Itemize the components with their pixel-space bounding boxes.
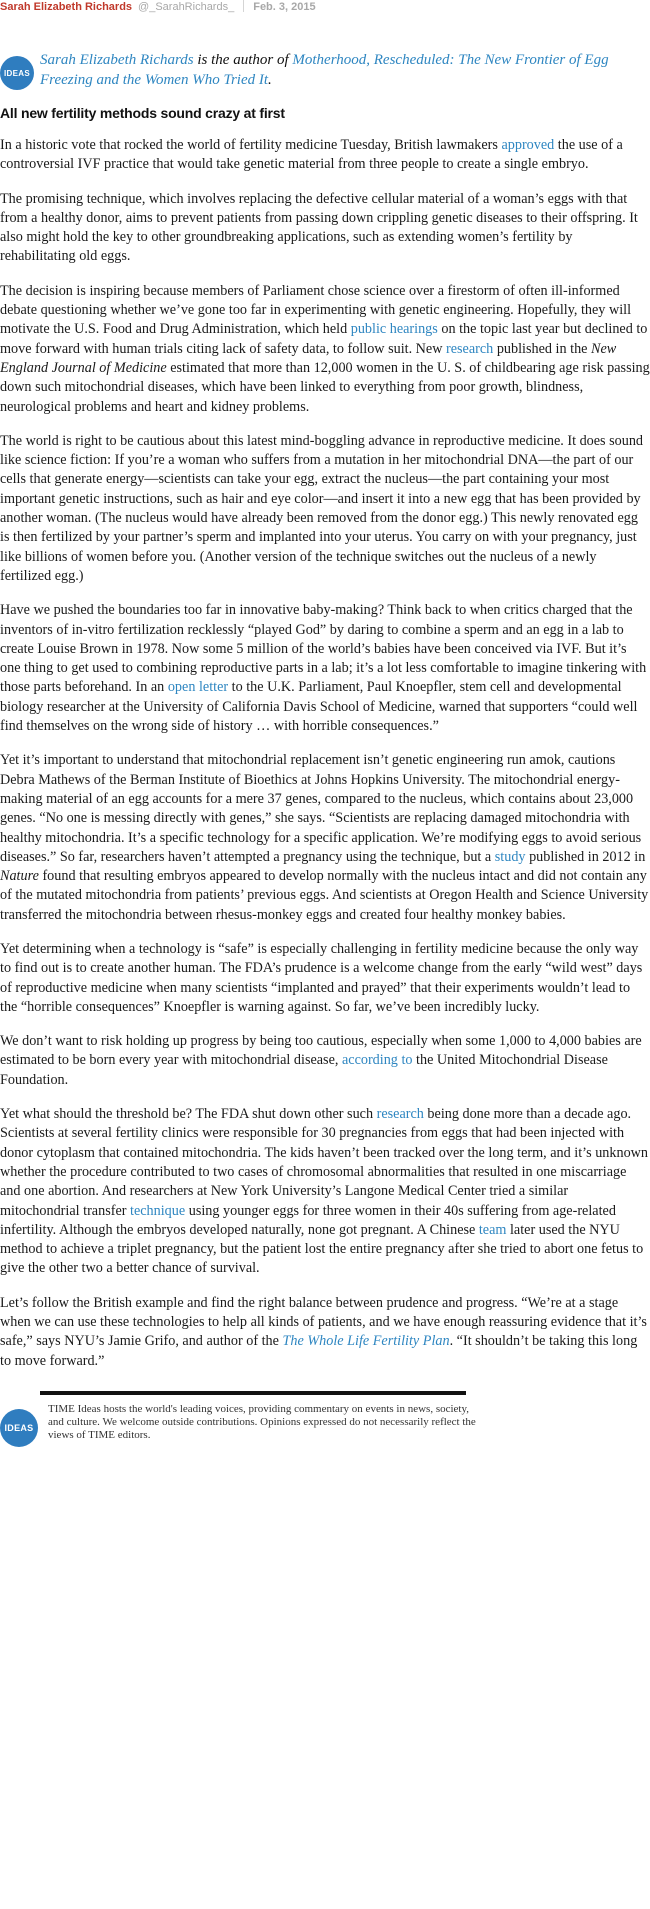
text-segment: published in the: [493, 340, 592, 357]
text-segment: the United Mitochondrial Disease Foundation.: [0, 1052, 608, 1088]
paragraph-6: [0, 751, 650, 925]
author-note-connector: is the author of: [193, 52, 293, 68]
according-to-link[interactable]: according to: [341, 1052, 413, 1069]
team-link[interactable]: team: [478, 1221, 507, 1238]
article-body: [0, 136, 650, 1371]
text-segment: In a historic vote that rocked the world of fertility medicine Tuesday, British lawmakers: [0, 137, 502, 153]
paragraph-7: Yet determining when a technology is “safe” is especially challenging in fertility medicine because the only way to find out is to create another human. The FDA’s prudence is a welcome change from the early “wild west” days of reproductive medicine when many scientists “implanted and prayed” that their experiments wouldn’t lead to the “horrible consequences” Knoepfler is warning against. So far, we’ve been incredibly lucky.: [0, 940, 643, 1015]
paragraph-3: [0, 282, 650, 417]
text-segment: Let’s follow the British example and find the right balance between prudence and progress. “We’re at a stage when we can use these technologies to help all kinds of patients, and we have enough reassuring evidence that it’s safe,” says NYU’s Jamie Grifo, and author of the: [0, 1294, 647, 1350]
text-segment: estimated that more than 12,000 women in the U. S. of childbearing age risk passing down such mitochondrial diseases, which have been linked to everything from poor growth, blindness, neurological problems and heart and kidney problems.: [0, 359, 650, 415]
journal-title: New England Journal of Medicine: [0, 340, 617, 376]
technique-link[interactable]: technique: [130, 1202, 186, 1219]
book-title-link[interactable]: The Whole Life Fertility Plan: [282, 1333, 450, 1350]
author-note-end: .: [268, 72, 272, 88]
text-segment: Yet it’s important to understand that mitochondrial replacement isn’t genetic engineering run amok, cautions Debra Mathews of the Berman Institute of Bioethics at Johns Hopkins University. The mitochondrial energy-making material of an egg accounts for a mere 37 genes, compared to the nucleus, which contains about 23,000 genes. “No one is messing directly with genes,” she says. “Scientists are replacing damaged mitochondria with healthy mitochondria. It’s a specific technology for a specific application. We’re modifying eggs to avoid serious diseases.” So far, researchers haven’t attempted a pregnancy using the technique, but a: [0, 752, 642, 865]
open-letter-link[interactable]: open letter: [167, 679, 229, 696]
study-link[interactable]: study: [494, 848, 526, 865]
text-segment: We don’t want to risk holding up progress by being too cautious, especially when some 1,000 to 4,000 babies are estimated to be born every year with mitochondrial disease,: [0, 1033, 642, 1069]
text-segment: Yet what should the threshold be? The FDA shut down other such: [0, 1106, 377, 1123]
text-segment: on the topic last year but declined to move forward with human trials citing lack of safety data, to follow suit. New: [0, 321, 648, 357]
research-link[interactable]: research: [446, 340, 494, 357]
paragraph-2: The promising technique, which involves replacing the defective cellular material of a woman’s eggs with that from a healthy donor, aims to prevent patients from passing down crippling genetic diseases to their offspring. It also might hold the key to other groundbreaking applications, such as extending women’s fertility by rehabilitating old eggs.: [0, 190, 638, 265]
paragraph-5: [0, 601, 650, 736]
ideas-logo-icon: IDEAS: [0, 56, 34, 90]
text-segment: Have we pushed the boundaries too far in innovative baby-making? Think back to when critics charged that the inventors of in-vitro fertilization recklessly “played God” by daring to combine a sperm and an egg in a lab to create Louise Brown in 1978. Now some 5 million of the world’s babies have been conceived via IVF. But it’s one thing to get used to combining reproductive parts in a lab; it’s a lot less comfortable to imagine tinkering with those parts beforehand. In an: [0, 602, 647, 696]
text-segment: The decision is inspiring because members of Parliament chose science over a firestorm of often ill-informed debate questioning whether we’ve gone too far in experimenting with genetic engineering. Hopefully, they will motivate the U.S. Food and Drug Administration, which held: [0, 282, 632, 338]
text-segment: being done more than a decade ago. Scientists at several fertility clinics were responsible for 30 pregnancies from eggs that had been injected with donor cytoplasm that contained mitochondria. The kids haven’t been tracked over the long term, and it’s unknown whether the procedure contributed to two cases of chromosomal abnormalities that resulted in one miscarriage and one abortion. And researchers at New York University’s Langone Medical Center tried a similar mitochondrial transfer: [0, 1106, 648, 1219]
byline-author-link[interactable]: Sarah Elizabeth Richards: [0, 1, 133, 13]
text-segment: later used the NYU method to achieve a triplet pregnancy, but the patient lost the entire pregnancy after she tried to abort one fetus to give the other two a better chance of survival.: [0, 1221, 644, 1277]
ideas-footer: [0, 1403, 650, 1447]
text-segment: the use of a controversial IVF practice that would take genetic material from three people to create a single embryo.: [0, 137, 623, 173]
byline-date: Feb. 3, 2015: [253, 1, 316, 13]
article-headline: All new fertility methods sound crazy at first: [0, 105, 285, 121]
paragraph-9: [0, 1105, 650, 1279]
author-note-text: [40, 50, 650, 90]
ideas-logo-icon: IDEAS: [0, 1409, 38, 1447]
text-segment: published in 2012 in: [525, 848, 646, 865]
research-link[interactable]: research: [376, 1106, 424, 1123]
text-segment: using younger eggs for three women in their 40s suffering from age-related infertility. Although the embryos developed naturally, none got pregnant. A Chinese: [0, 1202, 616, 1238]
text-segment: . “It shouldn’t be taking this long to move forward.”: [0, 1333, 638, 1369]
author-note: [0, 50, 650, 90]
paragraph-8: [0, 1032, 650, 1090]
paragraph-4: The world is right to be cautious about this latest mind-boggling advance in reproductive medicine. It does sound like science fiction: If you’re a woman who suffers from a mutation in her mitochondrial DNA—the part of our cells that generate energy—scientists can take your egg, extract the nucleus—the part containing your most important genetic instructions, such as hair and eye color—and insert it into a new egg that has been provided by another woman. (The nucleus would have already been removed from the donor egg.) This newly renovated egg is then fertilized by your partner’s sperm and implanted into your uterus. You carry on with your pregnancy, just like billions of women before you. (Another version of the technique switches out the nucleus of a newly fertilized egg.): [0, 432, 644, 584]
byline-divider: [243, 0, 244, 12]
paragraph-1: [0, 136, 650, 175]
author-link[interactable]: Sarah Elizabeth Richards: [40, 52, 194, 68]
public-hearings-link[interactable]: public hearings: [350, 321, 438, 338]
paragraph-10: [0, 1294, 650, 1371]
approved-link[interactable]: approved: [501, 137, 555, 153]
byline-twitter-handle[interactable]: @_SarahRichards_: [138, 1, 235, 13]
book-link[interactable]: Motherhood, Rescheduled: The New Frontier of Egg Freezing and the Women Who Tried It: [40, 52, 609, 88]
footer-divider: [40, 1391, 466, 1395]
journal-title: Nature: [0, 868, 39, 885]
footer-disclaimer: TIME Ideas hosts the world's leading voices, providing commentary on events in news, society, and culture. We welcome outside contributions. Opinions expressed do not necessarily reflect the views of TIME editors.: [48, 1402, 476, 1441]
text-segment: to the U.K. Parliament, Paul Knoepfler, stem cell and developmental biology researcher at the University of California Davis School of Medicine, warned that supporters “could well find themselves on the wrong side of history … with horrible consequences.”: [0, 679, 638, 735]
byline: [0, 0, 650, 20]
text-segment: found that resulting embryos appeared to develop normally with the nucleus intact and did not contain any of the mutated mitochondria from patients’ previous eggs. And scientists at Oregon Health and Science University transferred the mitochondria between rhesus-monkey eggs and created four healthy monkey babies.: [0, 868, 649, 923]
